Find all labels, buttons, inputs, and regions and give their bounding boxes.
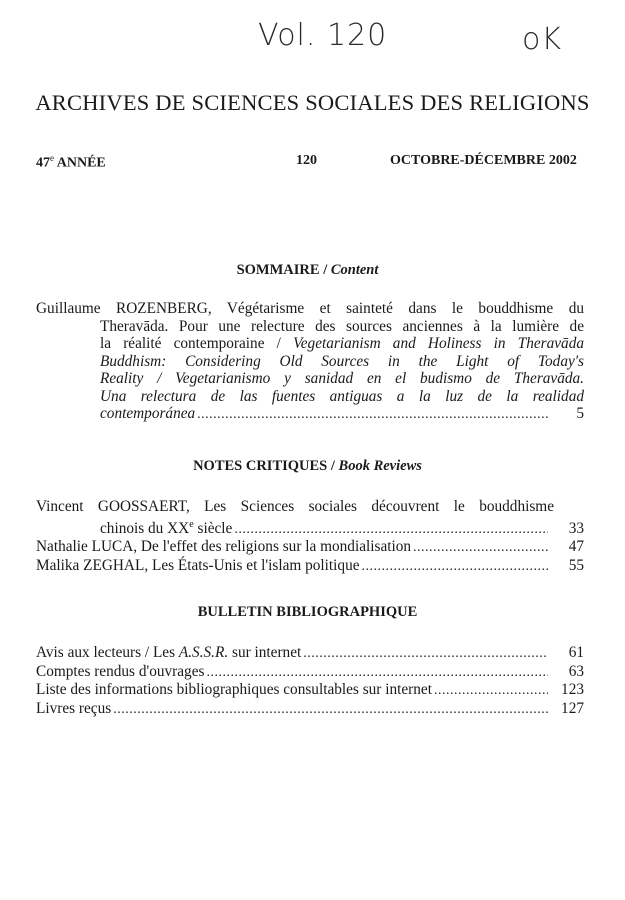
page-number: 5 bbox=[576, 405, 584, 422]
article-title-en-start: Vegetarianism and Holiness in Theravāda bbox=[293, 335, 584, 352]
article-line: Theravāda. Pour une relecture des sources anciennes à la lumière de bbox=[100, 317, 584, 335]
list-item bbox=[36, 700, 584, 719]
entry-text: Nathalie LUCA, De l'effet des religions sur la mondialisation bbox=[36, 538, 412, 556]
sommaire-title-en: Content bbox=[330, 262, 379, 278]
page-number: 47 bbox=[568, 538, 584, 556]
entry-text-pre: Avis aux lecteurs / Les bbox=[36, 644, 179, 661]
page-number: 63 bbox=[568, 662, 584, 680]
article-entry bbox=[36, 300, 584, 424]
issue-date: OCTOBRE-DÉCEMBRE 2002 bbox=[390, 153, 577, 168]
dot-leader bbox=[362, 558, 548, 576]
entry-text: Vincent GOOSSAERT, Les Sciences sociales découvrent le bouddhisme bbox=[36, 498, 554, 515]
dot-leader bbox=[413, 539, 548, 557]
entry-text: Liste des informations bibliographiques consultables sur internet bbox=[36, 681, 432, 698]
notes-heading bbox=[0, 458, 620, 475]
notes-title: NOTES CRITIQUES / bbox=[193, 458, 335, 474]
article-line: Reality / Vegetarianismo y sanidad en el budismo de Theravāda. bbox=[100, 370, 584, 387]
list-item bbox=[36, 498, 584, 538]
handwritten-ok-note: oK bbox=[522, 22, 563, 57]
journal-year bbox=[36, 153, 106, 172]
article-line: Guillaume ROZENBERG, Végétarisme et sainteté dans le bouddhisme du bbox=[36, 300, 584, 317]
sommaire-title: SOMMAIRE / bbox=[236, 262, 328, 278]
page-number: 33 bbox=[568, 519, 584, 537]
dot-leader bbox=[234, 521, 548, 539]
article-line: Buddhism: Considering Old Sources in the Light of Today's bbox=[100, 352, 584, 370]
page-number: 123 bbox=[561, 681, 584, 698]
year-label: ANNÉE bbox=[56, 155, 106, 171]
year-superscript: e bbox=[50, 153, 54, 163]
journal-title: ARCHIVES DE SCIENCES SOCIALES DES RELIGIONS bbox=[35, 90, 590, 115]
list-item bbox=[36, 681, 584, 700]
article-line: Una relectura de las fuentes antiguas a la luz de la realidad bbox=[100, 387, 584, 405]
dot-leader bbox=[303, 645, 548, 663]
bulletin-heading: BULLETIN BIBLIOGRAPHIQUE bbox=[197, 604, 418, 620]
entry-text-b: siècle bbox=[193, 519, 233, 537]
year-number: 47 bbox=[36, 155, 50, 171]
entry-text: Livres reçus bbox=[36, 699, 112, 717]
entry-text bbox=[36, 644, 301, 662]
entry-text-italic: A.S.S.R. bbox=[178, 644, 229, 661]
dot-leader bbox=[197, 406, 548, 424]
notes-title-en: Book Reviews bbox=[338, 458, 422, 474]
dot-leader bbox=[434, 682, 548, 700]
entry-text: Comptes rendus d'ouvrages bbox=[36, 662, 205, 680]
superscript: e bbox=[189, 518, 194, 530]
bulletin-list bbox=[36, 644, 584, 718]
notes-list bbox=[36, 498, 584, 575]
list-item bbox=[36, 557, 584, 576]
issue-number: 120 bbox=[296, 153, 317, 168]
page-number: 61 bbox=[568, 644, 584, 661]
list-item bbox=[36, 644, 584, 663]
list-item bbox=[36, 663, 584, 682]
entry-text: Malika ZEGHAL, Les États-Unis et l'islam politique bbox=[36, 556, 360, 574]
entry-text-post: sur internet bbox=[228, 644, 302, 661]
sommaire-heading bbox=[0, 262, 620, 279]
dot-leader bbox=[113, 701, 548, 719]
dot-leader bbox=[206, 664, 548, 682]
page-number: 55 bbox=[568, 556, 584, 574]
entry-text-a: chinois du XX bbox=[100, 519, 190, 537]
entry-text bbox=[100, 516, 232, 538]
handwritten-volume-note: Vol. 120 bbox=[258, 18, 388, 53]
page-number: 127 bbox=[561, 699, 584, 717]
list-item bbox=[36, 538, 584, 557]
article-title-fr-end: la réalité contemporaine / bbox=[100, 335, 281, 352]
article-line: contemporánea bbox=[100, 405, 196, 422]
article-line bbox=[100, 335, 584, 353]
